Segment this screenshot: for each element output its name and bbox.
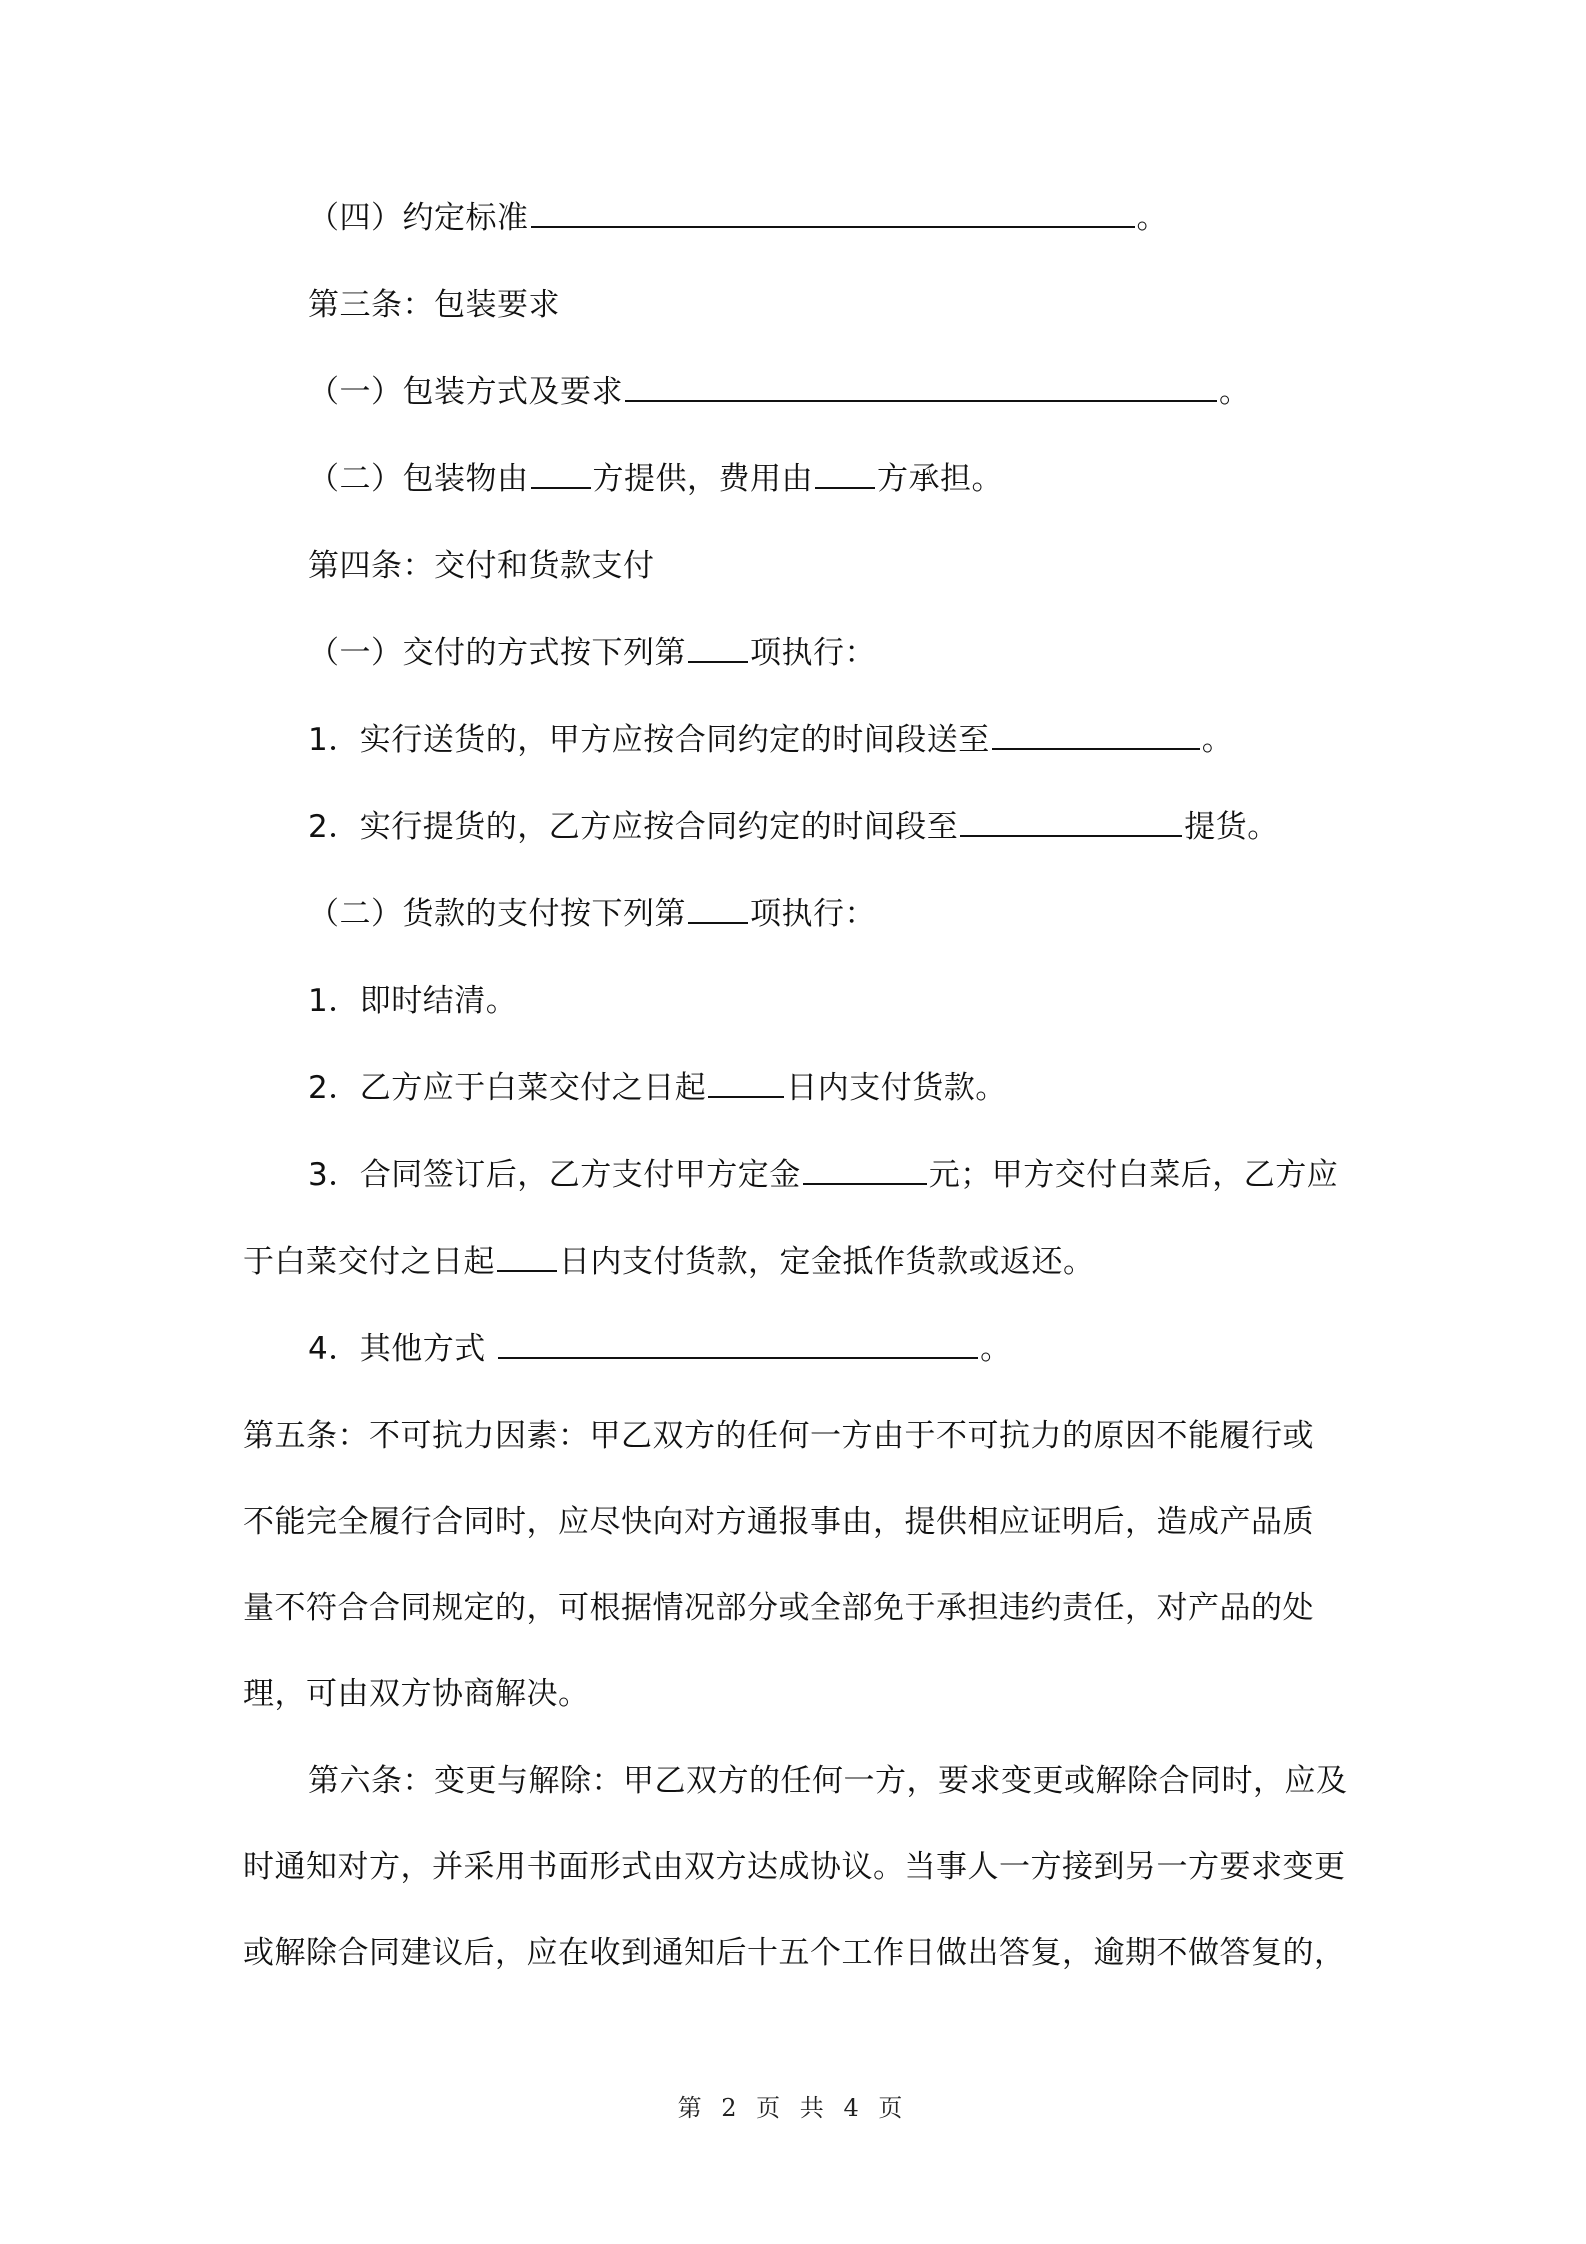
delivery-option-1 — [308, 718, 1233, 762]
text: 。 — [1201, 722, 1234, 758]
text: 日内支付货款，定金抵作货款或返还。 — [559, 1244, 1095, 1280]
text: （一）包装方式及要求 — [308, 374, 623, 410]
fill-blank — [498, 1327, 978, 1359]
fill-blank — [992, 718, 1200, 750]
article-5-line-2 — [243, 1500, 1314, 1544]
text: 。 — [1219, 374, 1251, 410]
article-5-line-3 — [243, 1586, 1314, 1630]
payment-method — [308, 892, 876, 936]
text: 第六条：变更与解除：甲乙双方的任何一方，要求变更或解除合同时，应及 — [308, 1763, 1348, 1799]
text: （二）包装物由 — [308, 461, 529, 497]
fill-blank — [625, 370, 1217, 402]
article-3-heading — [308, 283, 560, 327]
text: 于白菜交付之日起 — [243, 1244, 495, 1280]
article-6-line-1 — [308, 1759, 1348, 1803]
fill-blank — [960, 805, 1182, 837]
fill-blank — [688, 892, 748, 924]
fill-blank — [815, 457, 875, 489]
article-4-heading — [308, 544, 655, 588]
payment-option-1 — [308, 979, 517, 1023]
text: 方承担。 — [877, 461, 1003, 497]
text: 第五条：不可抗力因素：甲乙双方的任何一方由于不可抗力的原因不能履行或 — [243, 1418, 1314, 1454]
text: 第四条：交付和货款支付 — [308, 548, 655, 584]
fill-blank — [497, 1240, 557, 1272]
text: 2．实行提货的，乙方应按合同约定的时间段至 — [308, 809, 959, 845]
article-6-line-2 — [243, 1845, 1346, 1889]
clause-4-standard — [308, 196, 1168, 240]
packaging-method — [308, 370, 1251, 414]
text: 。 — [1136, 200, 1168, 236]
fill-blank — [531, 457, 591, 489]
text: （二）货款的支付按下列第 — [308, 896, 686, 932]
text: （一）交付的方式按下列第 — [308, 635, 686, 671]
text: 不能完全履行合同时，应尽快向对方通报事由，提供相应证明后，造成产品质 — [243, 1504, 1314, 1540]
text: 项执行： — [750, 896, 876, 932]
article-6-line-3 — [243, 1931, 1346, 1975]
text: 量不符合合同规定的，可根据情况部分或全部免于承担违约责任，对产品的处 — [243, 1590, 1314, 1626]
text: 第三条：包装要求 — [308, 287, 560, 323]
text: 项执行： — [750, 635, 876, 671]
text: 提货。 — [1184, 809, 1279, 845]
fill-blank — [708, 1066, 784, 1098]
article-5-line-1 — [243, 1414, 1314, 1458]
packaging-provider — [308, 457, 1003, 501]
text: （四）约定标准 — [308, 200, 529, 236]
text: 4．其他方式 — [308, 1331, 497, 1367]
fill-blank — [803, 1153, 927, 1185]
text: 日内支付货款。 — [786, 1070, 1007, 1106]
article-5-line-4 — [243, 1672, 590, 1716]
payment-option-4 — [308, 1327, 1012, 1371]
text: 3．合同签订后，乙方支付甲方定金 — [308, 1157, 801, 1193]
text: 1．实行送货的，甲方应按合同约定的时间段送至 — [308, 722, 990, 758]
payment-option-2 — [308, 1066, 1007, 1110]
payment-option-3-cont — [243, 1240, 1095, 1284]
text: 理，可由双方协商解决。 — [243, 1676, 590, 1712]
text: 时通知对方，并采用书面形式由双方达成协议。当事人一方接到另一方要求变更 — [243, 1849, 1346, 1885]
text: 2．乙方应于白菜交付之日起 — [308, 1070, 707, 1106]
fill-blank — [531, 196, 1135, 228]
delivery-method — [308, 631, 876, 675]
delivery-option-2 — [308, 805, 1279, 849]
text: 元；甲方交付白菜后，乙方应 — [928, 1157, 1339, 1193]
payment-option-3 — [308, 1153, 1338, 1197]
text: 方提供，费用由 — [592, 461, 813, 497]
fill-blank — [688, 631, 748, 663]
page-number-footer: 第 2 页 共 4 页 — [677, 2094, 909, 2122]
text: 1．即时结清。 — [308, 983, 518, 1019]
text: 或解除合同建议后，应在收到通知后十五个工作日做出答复，逾期不做答复的， — [243, 1935, 1346, 1971]
text: 。 — [980, 1331, 1012, 1367]
